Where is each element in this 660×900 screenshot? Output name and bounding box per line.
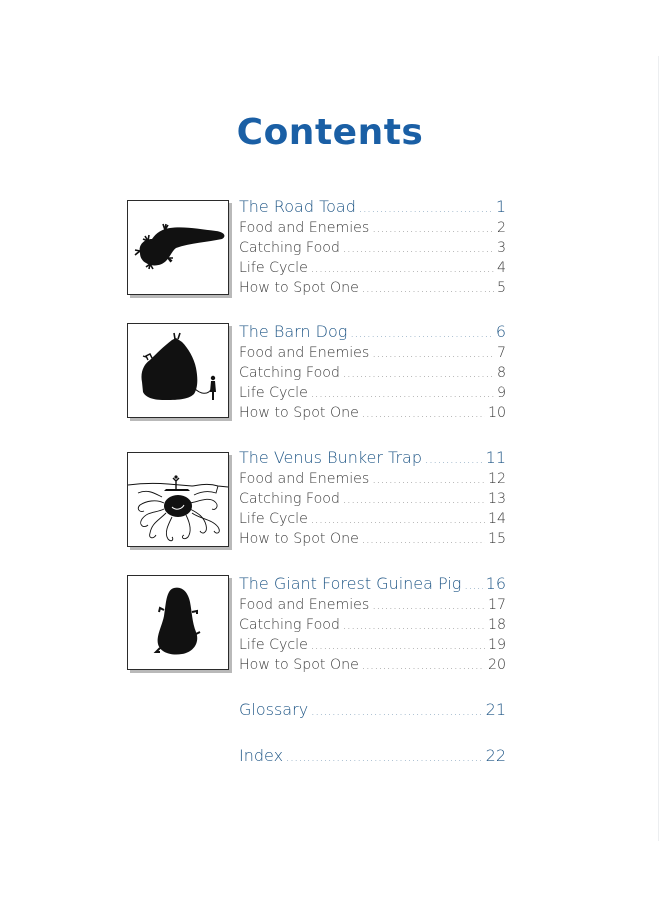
leader-dots — [343, 616, 485, 635]
road-toad-silhouette-icon — [128, 201, 228, 294]
toc-entry-label: Catching Food — [239, 240, 340, 256]
toc-page-number: 12 — [487, 471, 506, 487]
leader-dots — [311, 384, 494, 403]
toc-entry[interactable] — [239, 615, 506, 635]
leader-dots — [362, 279, 494, 298]
road-toad-image — [127, 200, 229, 295]
barn-dog-image — [127, 323, 229, 418]
toc-page-number: 6 — [495, 322, 506, 341]
toc-page-number: 10 — [487, 405, 506, 421]
venus-bunker-trap-drawing-icon — [128, 453, 228, 546]
toc-heading[interactable] — [239, 196, 506, 218]
toc-entry[interactable] — [239, 595, 506, 615]
toc-page-number: 17 — [487, 597, 506, 613]
toc-page-number: 7 — [496, 345, 506, 361]
toc-entry-label: How to Spot One — [239, 531, 359, 547]
toc-entry[interactable] — [239, 635, 506, 655]
leader-dots — [372, 344, 494, 363]
toc-page-number: 18 — [487, 617, 506, 633]
toc-heading-label: The Venus Bunker Trap — [239, 448, 423, 467]
toc-entry-label: How to Spot One — [239, 657, 359, 673]
toc-page-number: 20 — [487, 657, 506, 673]
toc-heading[interactable] — [239, 699, 506, 721]
toc-page-number: 8 — [496, 365, 506, 381]
toc-entry[interactable] — [239, 469, 506, 489]
page-title: Contents — [236, 112, 424, 153]
leader-dots — [311, 259, 494, 278]
toc-entry-label: Food and Enemies — [239, 220, 370, 236]
toc-heading[interactable] — [239, 745, 506, 767]
leader-dots — [311, 701, 482, 721]
toc-entry[interactable] — [239, 403, 506, 423]
page-edge-line — [658, 56, 659, 841]
toc-page-number: 19 — [487, 637, 506, 653]
toc-entry-label: How to Spot One — [239, 280, 359, 296]
toc-entry-label: Catching Food — [239, 491, 340, 507]
toc-entry-label: Life Cycle — [239, 511, 308, 527]
toc-page-number: 11 — [485, 448, 506, 467]
toc-entry[interactable] — [239, 343, 506, 363]
leader-dots — [464, 575, 482, 595]
toc-entry-label: Food and Enemies — [239, 345, 370, 361]
toc-entry-label: How to Spot One — [239, 405, 359, 421]
toc-entry[interactable] — [239, 218, 506, 238]
leader-dots — [362, 404, 485, 423]
toc-page-number: 15 — [487, 531, 506, 547]
toc-entry-label: Food and Enemies — [239, 597, 370, 613]
toc-glossary — [239, 699, 506, 721]
toc-heading-label: The Giant Forest Guinea Pig — [239, 574, 462, 593]
toc-entry-label: Life Cycle — [239, 385, 308, 401]
leader-dots — [350, 323, 492, 343]
toc-entry[interactable] — [239, 489, 506, 509]
toc-page-number: 5 — [496, 280, 506, 296]
toc-entry[interactable] — [239, 383, 506, 403]
leader-dots — [343, 490, 485, 509]
leader-dots — [372, 470, 485, 489]
leader-dots — [372, 596, 485, 615]
toc-heading[interactable] — [239, 573, 506, 595]
toc-entry[interactable] — [239, 655, 506, 675]
leader-dots — [311, 636, 485, 655]
toc-heading-label: Index — [239, 746, 284, 765]
toc-entry-label: Life Cycle — [239, 260, 308, 276]
leader-dots — [286, 747, 483, 767]
toc-heading-label: The Barn Dog — [239, 322, 348, 341]
leader-dots — [343, 364, 494, 383]
toc-entry-label: Catching Food — [239, 365, 340, 381]
toc-page-number: 21 — [485, 700, 506, 719]
toc-page-number: 1 — [495, 197, 506, 216]
leader-dots — [343, 239, 494, 258]
leader-dots — [311, 510, 485, 529]
toc-page-number: 4 — [496, 260, 506, 276]
toc-entry-label: Food and Enemies — [239, 471, 370, 487]
toc-entry-label: Life Cycle — [239, 637, 308, 653]
toc-heading[interactable] — [239, 447, 506, 469]
leader-dots — [359, 198, 493, 218]
leader-dots — [372, 219, 494, 238]
toc-heading-label: The Road Toad — [239, 197, 356, 216]
leader-dots — [362, 656, 485, 675]
toc-page-number: 9 — [496, 385, 506, 401]
giant-forest-guinea-pig-silhouette-icon — [128, 576, 228, 669]
toc-entry[interactable] — [239, 258, 506, 278]
toc-page-number: 16 — [485, 574, 506, 593]
toc-entry[interactable] — [239, 363, 506, 383]
venus-bunker-trap-image — [127, 452, 229, 547]
toc-page-number: 22 — [485, 746, 506, 765]
toc-entry[interactable] — [239, 529, 506, 549]
barn-dog-silhouette-icon — [128, 324, 228, 417]
toc-entry[interactable] — [239, 238, 506, 258]
toc-page-number: 14 — [487, 511, 506, 527]
toc-page-number: 13 — [487, 491, 506, 507]
toc-page-number: 2 — [496, 220, 506, 236]
toc-page-number: 3 — [496, 240, 506, 256]
leader-dots — [425, 449, 483, 469]
toc-entry-label: Catching Food — [239, 617, 340, 633]
toc-index — [239, 745, 506, 767]
giant-forest-guinea-pig-image — [127, 575, 229, 670]
toc-heading-label: Glossary — [239, 700, 309, 719]
leader-dots — [362, 530, 485, 549]
toc-entry[interactable] — [239, 278, 506, 298]
toc-heading[interactable] — [239, 321, 506, 343]
toc-entry[interactable] — [239, 509, 506, 529]
